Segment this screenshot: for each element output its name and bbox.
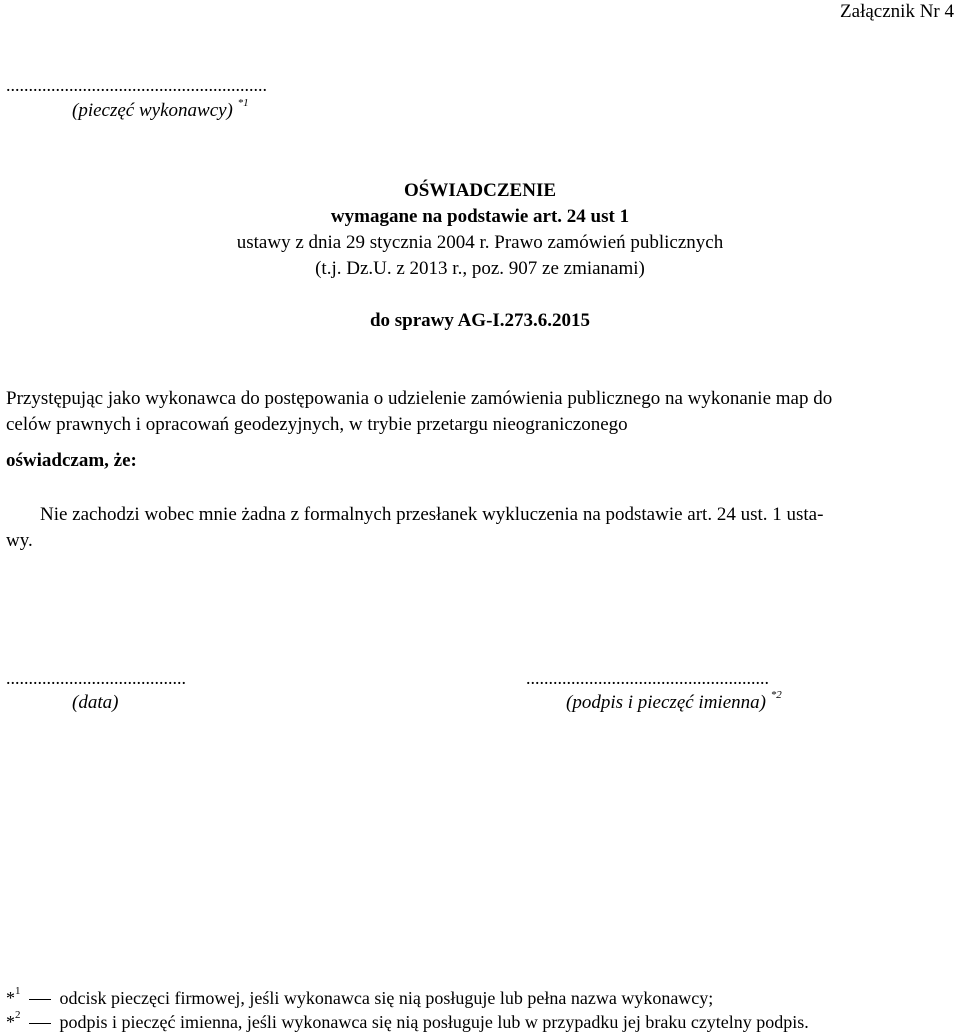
annex-label: Załącznik Nr 4 xyxy=(840,1,954,22)
footnote-number: 1 xyxy=(15,985,21,997)
intro-line-1: Przystępując jako wykonawca do postępowania o udzielenie zamówienia publicznego na wykonanie map do xyxy=(6,388,833,409)
footnote-star: * xyxy=(6,1012,15,1032)
signature-caption-text: (podpis i pieczęć imienna) xyxy=(566,692,766,713)
signature-caption xyxy=(566,689,782,714)
footnote-2 xyxy=(6,1009,809,1033)
intro-line-2: celów prawnych i opracowań geodezyjnych, w trybie przetargu nieograniczonego xyxy=(6,414,628,435)
heading-line-3: (t.j. Dz.U. z 2013 r., poz. 907 ze zmianami) xyxy=(315,258,645,279)
footnote-star: * xyxy=(6,988,15,1008)
stamp-footnote-mark: *1 xyxy=(237,97,249,109)
stamp-dots: .......................................................... xyxy=(6,75,267,95)
footnote-dash xyxy=(29,999,51,1000)
footnote-text: odcisk pieczęci firmowej, jeśli wykonawca się nią posługuje lub pełna nazwa wykonawcy; xyxy=(59,988,714,1008)
case-reference: do sprawy AG-I.273.6.2015 xyxy=(369,310,591,331)
declaration-lead: oświadczam, że: xyxy=(6,450,137,471)
statement-line-1: Nie zachodzi wobec mnie żadna z formalnych przesłanek wykluczenia na podstawie art. 24 ust. 1 usta- xyxy=(40,504,824,525)
statement-line-2: wy. xyxy=(6,530,33,551)
footnote-text: podpis i pieczęć imienna, jeśli wykonawca się nią posługuje lub w przypadku jej braku czytelny podpis. xyxy=(59,1012,809,1032)
heading-line-2: ustawy z dnia 29 stycznia 2004 r. Prawo zamówień publicznych xyxy=(236,232,724,253)
date-dots: ........................................ xyxy=(6,668,186,688)
date-caption: (data) xyxy=(72,692,119,713)
footnote-1 xyxy=(6,985,714,1009)
document-title: OŚWIADCZENIE xyxy=(403,180,557,201)
signature-footnote-mark: *2 xyxy=(770,689,782,701)
heading-line-1: wymagane na podstawie art. 24 ust 1 xyxy=(330,206,630,227)
signature-dots: ...................................................... xyxy=(526,668,769,688)
footnote-number: 2 xyxy=(15,1009,21,1021)
footnote-dash xyxy=(29,1023,51,1024)
stamp-caption-text: (pieczęć wykonawcy) xyxy=(72,100,233,121)
stamp-caption xyxy=(72,97,249,122)
